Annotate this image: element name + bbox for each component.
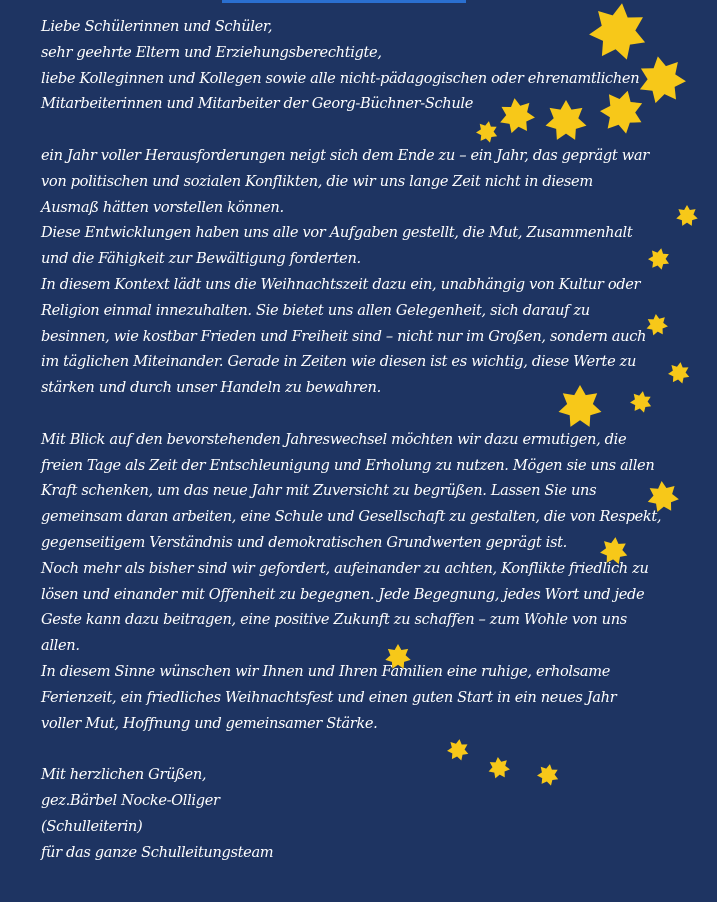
closing-block xyxy=(41,762,691,865)
star-icon xyxy=(385,644,411,670)
star-icon xyxy=(645,313,669,337)
paragraph-line: Ferienzeit, ein friedliches Weihnachtsfest und einen guten Start in ein neues Jahr xyxy=(41,688,617,706)
role-line: (Schulleiterin) xyxy=(41,817,143,835)
paragraph-line: und die Fähigkeit zur Bewältigung forderten. xyxy=(41,250,361,268)
paragraph-2 xyxy=(41,427,691,737)
star-icon xyxy=(545,100,587,142)
paragraph-1 xyxy=(41,143,691,401)
paragraph-line: Ausmaß hätten vorstellen können. xyxy=(41,198,284,216)
paragraph-line: ein Jahr voller Herausforderungen neigt sich dem Ende zu – ein Jahr, das geprägt war xyxy=(41,146,649,164)
signature-line: gez.Bärbel Nocke-Olliger xyxy=(41,791,220,809)
paragraph-line: Kraft schenken, um das neue Jahr mit Zuversicht zu begrüßen. Lassen Sie uns xyxy=(41,482,597,500)
paragraph-line: allen. xyxy=(41,637,80,655)
star-icon xyxy=(585,0,651,65)
star-icon xyxy=(599,536,630,567)
team-line: für das ganze Schulleitungsteam xyxy=(41,843,274,861)
paragraph-line: besinnen, wie kostbar Frieden und Freiheit sind – nicht nur im Großen, sondern auch xyxy=(41,327,647,345)
paragraph-line: von politischen und sozialen Konflikten, die wir uns lange Zeit nicht in diesem xyxy=(41,172,593,190)
paragraph-gap xyxy=(41,117,691,143)
paragraph-line: stärken und durch unser Handeln zu bewahren. xyxy=(41,379,381,397)
star-icon xyxy=(667,361,692,386)
paragraph-line: Diese Entwicklungen haben uns alle vor Aufgaben gestellt, die Mut, Zusammenhalt xyxy=(41,224,633,242)
paragraph-line: Geste kann dazu beitragen, eine positive Zukunft zu schaffen – zum Wohle von uns xyxy=(41,611,627,629)
star-icon xyxy=(558,385,602,429)
star-icon xyxy=(446,738,471,763)
paragraph-line: voller Mut, Hoffnung und gemeinsamer Stärke. xyxy=(41,714,378,732)
greeting-line: sehr geehrte Eltern und Erziehungsberechtigte, xyxy=(41,43,382,61)
paragraph-line: gemeinsam daran arbeiten, eine Schule und Gesellschaft zu gestalten, die von Respekt, xyxy=(41,508,662,526)
paragraph-line: lösen und einander mit Offenheit zu begegnen. Jede Begegnung, jedes Wort und jede xyxy=(41,585,645,603)
paragraph-gap xyxy=(41,736,691,762)
letter-body xyxy=(41,14,691,865)
star-icon xyxy=(535,762,560,787)
star-icon xyxy=(676,205,698,227)
paragraph-line: Noch mehr als bisher sind wir gefordert, aufeinander zu achten, Konflikte friedlich zu xyxy=(41,559,649,577)
star-icon xyxy=(487,756,511,780)
star-icon xyxy=(628,389,653,414)
star-icon xyxy=(474,119,499,144)
star-icon xyxy=(646,480,681,515)
greeting-line: Mitarbeiterinnen und Mitarbeiter der Georg-Büchner-Schule xyxy=(41,95,473,113)
star-icon xyxy=(497,96,538,137)
greeting-line: Liebe Schülerinnen und Schüler, xyxy=(41,18,273,35)
paragraph-line: In diesem Sinne wünschen wir Ihnen und Ihren Familien eine ruhige, erholsame xyxy=(41,662,610,680)
paragraph-line: In diesem Kontext lädt uns die Weihnachtszeit dazu ein, unabhängig von Kultur oder xyxy=(41,275,641,293)
paragraph-line: Religion einmal innezuhalten. Sie bietet uns allen Gelegenheit, sich darauf zu xyxy=(41,301,590,319)
paragraph-line: gegenseitigem Verständnis und demokratischen Grundwerten geprägt ist. xyxy=(41,533,567,551)
greeting-line: liebe Kolleginnen und Kollegen sowie alle nicht-pädagogischen oder ehrenamtlichen xyxy=(41,69,640,87)
top-accent-bar xyxy=(222,0,466,3)
paragraph-line: freien Tage als Zeit der Entschleunigung und Erholung zu nutzen. Mögen sie uns allen xyxy=(41,456,655,474)
paragraph-line: Mit Blick auf den bevorstehenden Jahreswechsel möchten wir dazu ermutigen, die xyxy=(41,430,627,448)
star-icon xyxy=(646,246,672,272)
closing-line: Mit herzlichen Grüßen, xyxy=(41,766,207,784)
paragraph-line: im täglichen Miteinander. Gerade in Zeiten wie diesen ist es wichtig, diese Werte zu xyxy=(41,353,637,371)
